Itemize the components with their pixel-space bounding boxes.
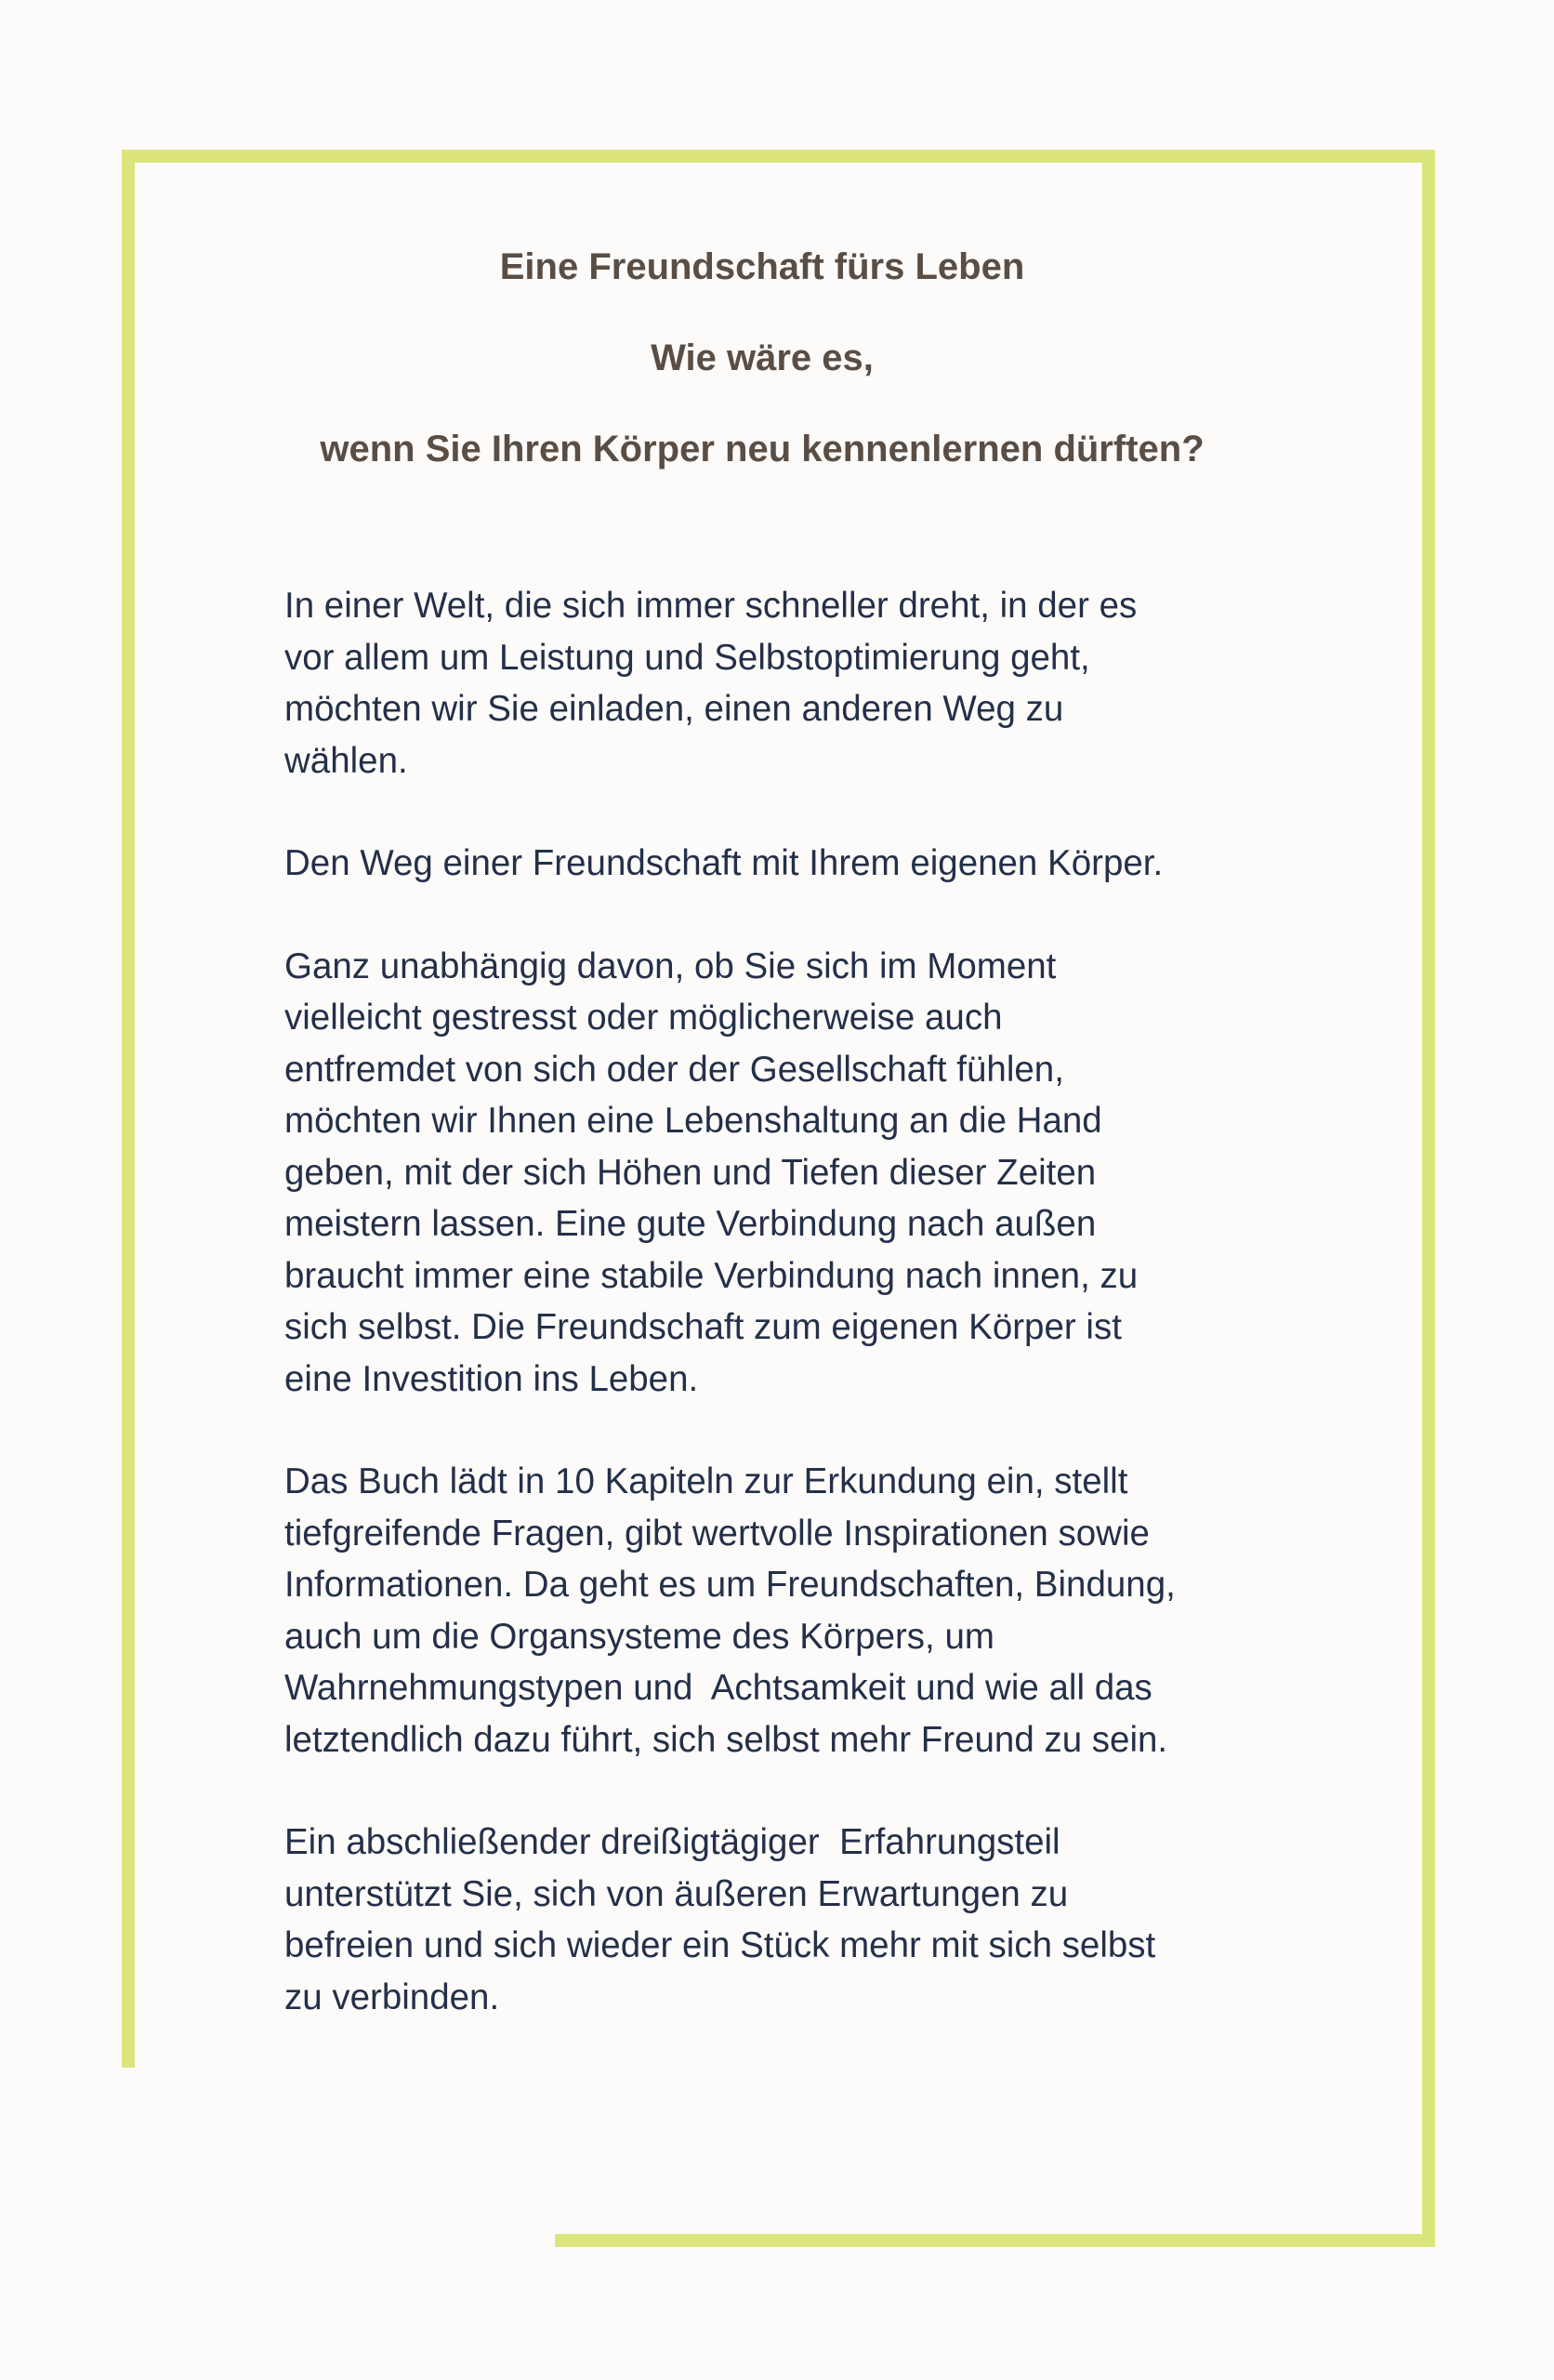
paragraph-line: braucht immer eine stabile Verbindung nach innen, zu xyxy=(284,1255,1139,1296)
frame-left-border xyxy=(122,150,135,2068)
paragraph-line: geben, mit der sich Höhen und Tiefen dieser Zeiten xyxy=(284,1152,1097,1193)
paragraph-line: Wahrnehmungstypen und Achtsamkeit und wie all das xyxy=(284,1668,1152,1708)
body-text xyxy=(284,580,1325,2074)
paragraph xyxy=(284,838,1325,890)
paragraph xyxy=(284,1456,1325,1765)
frame-right-border xyxy=(1422,150,1435,2247)
frame-top-border xyxy=(122,150,1435,163)
paragraph-line: eine Investition ins Leben. xyxy=(284,1358,699,1399)
subtitle-question-line-1: Wie wäre es, xyxy=(651,337,874,378)
paragraph xyxy=(284,941,1325,1406)
paragraph-line: unterstützt Sie, sich von äußeren Erwartungen zu xyxy=(284,1873,1069,1914)
subtitle-question-line-2: wenn Sie Ihren Körper neu kennenlernen dürften? xyxy=(320,429,1205,469)
frame-bottom-border xyxy=(555,2234,1435,2247)
paragraph-line: letztendlich dazu führt, sich selbst mehr Freund zu sein. xyxy=(284,1719,1168,1760)
paragraph-line: zu verbinden. xyxy=(284,1977,500,2017)
paragraph-line: wählen. xyxy=(284,740,408,781)
paragraph xyxy=(284,580,1325,787)
paragraph-line: möchten wir Sie einladen, einen anderen Weg zu xyxy=(284,689,1064,729)
paragraph-line: sich selbst. Die Freundschaft zum eigenen Körper ist xyxy=(284,1307,1122,1347)
paragraph-line: vor allem um Leistung und Selbstoptimierung geht, xyxy=(284,637,1090,678)
paragraph-line: tiefgreifende Fragen, gibt wertvolle Inspirationen sowie xyxy=(284,1513,1150,1554)
paragraph-line: Ganz unabhängig davon, ob Sie sich im Moment xyxy=(284,945,1057,986)
paragraph-line: Das Buch lädt in 10 Kapiteln zur Erkundung ein, stellt xyxy=(284,1461,1128,1501)
paragraph-line: vielleicht gestresst oder möglicherweise auch xyxy=(284,998,1003,1038)
page-title: Eine Freundschaft fürs Leben xyxy=(499,246,1025,287)
paragraph-line: Ein abschließender dreißigtägiger Erfahrungsteil xyxy=(284,1822,1060,1862)
paragraph-line: Den Weg einer Freundschaft mit Ihrem eigenen Körper. xyxy=(284,843,1164,883)
heading-block xyxy=(186,244,1338,472)
paragraph xyxy=(284,1817,1325,2023)
paragraph-line: Informationen. Da geht es um Freundschaften, Bindung, xyxy=(284,1565,1176,1605)
paragraph-line: In einer Welt, die sich immer schneller dreht, in der es xyxy=(284,586,1138,626)
paragraph-line: möchten wir Ihnen eine Lebenshaltung an die Hand xyxy=(284,1101,1102,1141)
paragraph-line: entfremdet von sich oder der Gesellschaft fühlen, xyxy=(284,1049,1064,1090)
paragraph-line: auch um die Organsysteme des Körpers, um xyxy=(284,1616,994,1657)
paragraph-line: meistern lassen. Eine gute Verbindung nach außen xyxy=(284,1204,1097,1244)
paragraph-line: befreien und sich wieder ein Stück mehr mit sich selbst xyxy=(284,1925,1156,1965)
